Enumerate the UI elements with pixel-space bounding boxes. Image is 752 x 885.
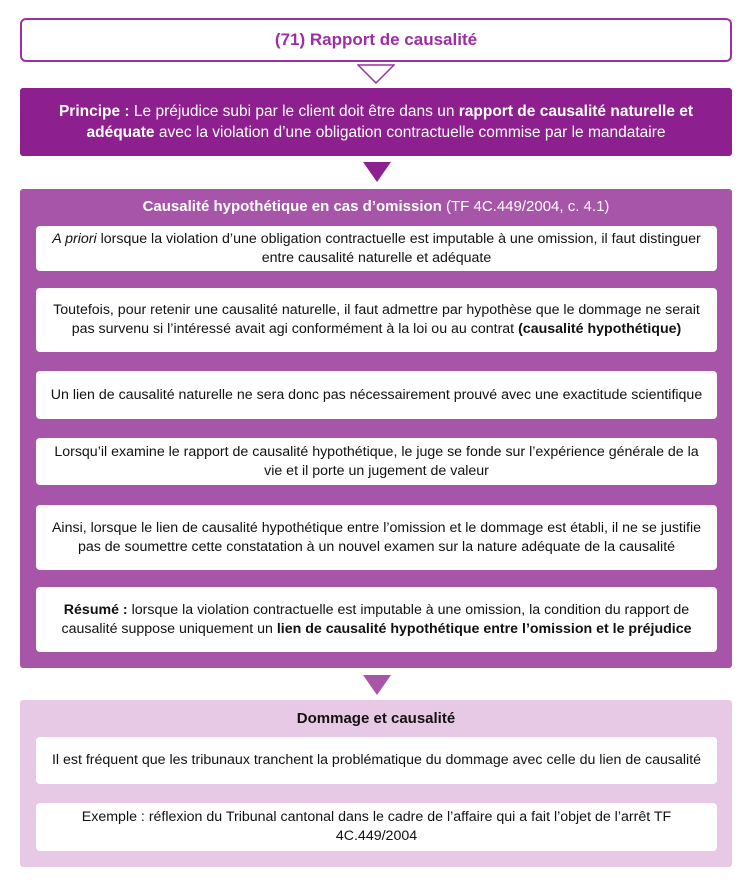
principle-box [20,88,732,156]
section1-reference: (TF 4C.449/2004, c. 4.1) [441,198,610,215]
card-lien-naturelle [36,371,717,419]
down-arrow-solid-icon [363,162,391,182]
card-a-priori-text: lorsque la violation d’une obligation contractuelle est imputable à une omission, il faut distinguer entre causalité naturelle et adéquate [96,230,701,266]
card-juge [36,438,717,485]
card-ainsi [36,505,717,570]
card-tribunaux [36,737,717,784]
card-toutefois-text: Toutefois, pour retenir une causalité naturelle, il faut admettre par hypothèse que le dommage ne serait pas survenu si l’intéressé avait agi conformément à la loi ou au contrat [53,302,700,337]
section-dommage-causalite [20,700,732,867]
card-resume [36,587,717,652]
principle-text-before: Le préjudice subi par le client doit être dans un [129,103,459,120]
section1-header [20,198,732,215]
card-exemple [36,803,717,851]
card-exemple-text: Exemple : réflexion du Tribunal cantonal dans le cadre de l’affaire qui a fait l’objet de l’arrêt TF 4C.449/2004 [81,809,672,844]
down-arrow-solid-icon [363,675,391,695]
principle-label: Principe : [58,103,130,120]
section1-title: Causalité hypothétique en cas d’omission [142,198,442,215]
diagram-title-box [20,18,732,62]
principle-bold: rapport de causalité naturelle et adéquate [86,103,694,141]
card-tribunaux-text: Il est fréquent que les tribunaux tranchent la problématique du dommage avec celle du lien de causalité [51,752,702,768]
card-toutefois-bold: (causalité hypothétique) [518,321,682,337]
card-ainsi-text: Ainsi, lorsque le lien de causalité hypothétique entre l’omission et le dommage est établi, il ne se justifie pas de soumettre cette constatation à un nouvel examen sur la nature adéquate de la causalité [51,519,702,555]
card-lien-naturelle-text: Un lien de causalité naturelle ne sera donc pas nécessairement prouvé avec une exactitude scientifique [50,386,703,403]
card-resume-bold: lien de causalité hypothétique entre l’omission et le préjudice [276,620,692,637]
diagram-title: (71) Rapport de causalité [274,30,478,49]
card-a-priori-italic: A priori [52,230,97,247]
principle-text-after: avec la violation d’une obligation contractuelle commise par le mandataire [154,124,666,141]
down-arrow-outline-icon [357,64,395,84]
card-a-priori [36,226,717,271]
card-toutefois [36,288,717,352]
principle-text [28,101,724,143]
section2-title: Dommage et causalité [296,710,456,727]
card-resume-label: Résumé : [63,601,128,618]
card-resume-text: lorsque la violation contractuelle est imputable à une omission, la condition du rapport de causalité suppose uniquement un [61,601,690,637]
card-juge-text: Lorsqu’il examine le rapport de causalité hypothétique, le juge se fonde sur l’expérience générale de la vie et il porte un jugement de valeur [54,443,699,479]
section-causalite-hypothetique [20,189,732,668]
